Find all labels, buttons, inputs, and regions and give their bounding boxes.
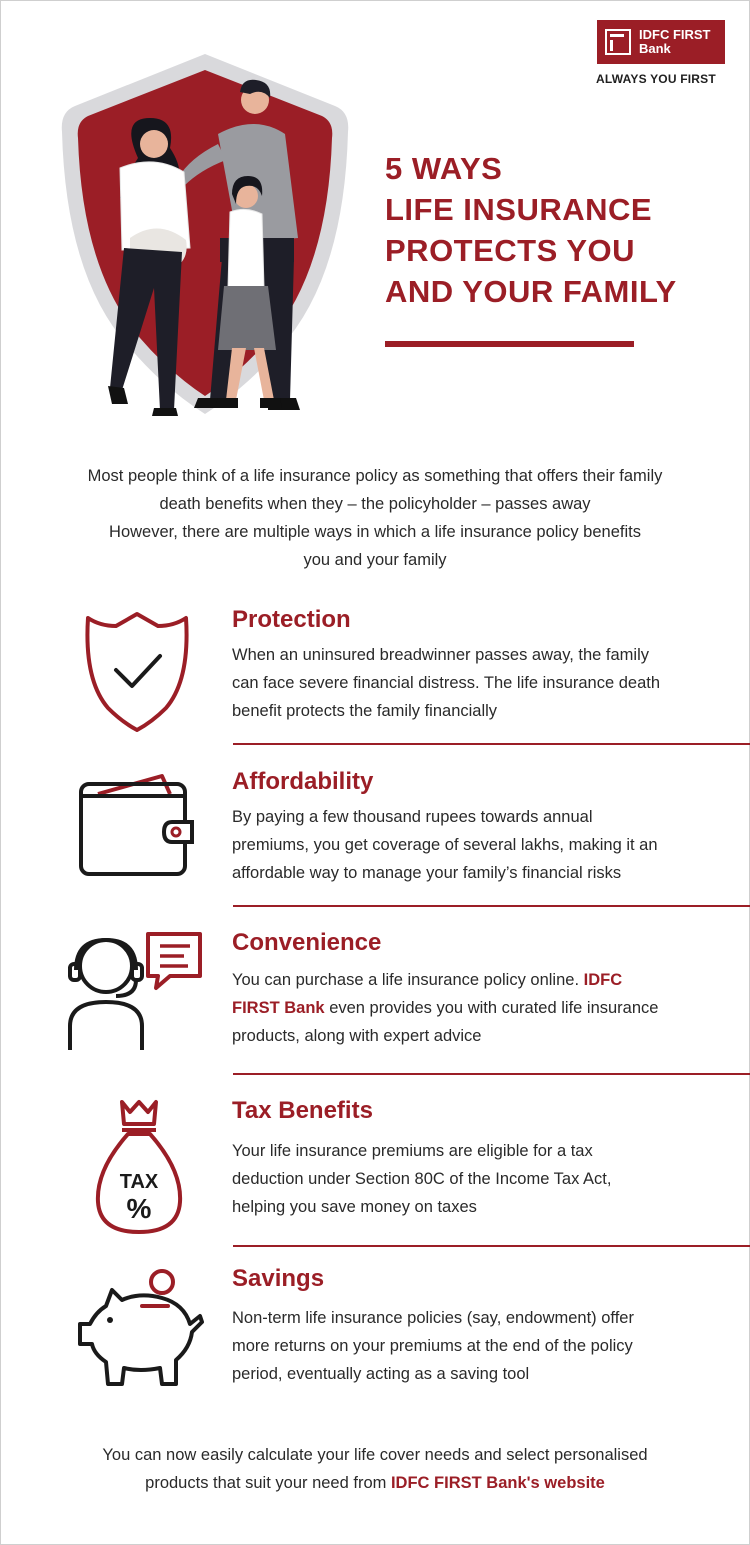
section-body-convenience [232,966,712,1050]
idfc-highlight: IDFC [583,971,623,989]
body-line: Non-term life insurance policies (say, endowment) offer [232,1309,634,1327]
body-line: deduction under Section 80C of the Income Tax Act, [232,1170,612,1188]
logo-line2: Bank [639,41,671,56]
idfc-logo[interactable] [597,20,725,64]
body-text: You can purchase a life insurance policy online. [232,971,584,989]
tax-bag-percent: % [126,1193,152,1224]
intro-line: you and your family [303,551,447,569]
title-line: AND YOUR FAMILY [385,274,677,309]
title-line: LIFE INSURANCE [385,192,653,227]
intro-line: death benefits when they – the policyholder – passes away [159,495,591,513]
wallet-icon [78,772,196,878]
idfc-website-link[interactable]: IDFC FIRST Bank's website [390,1474,605,1492]
section-divider [233,1073,750,1075]
intro-line: However, there are multiple ways in which a life insurance policy benefits [109,523,641,541]
tax-bag-icon [94,1098,184,1236]
body-line: premiums, you get coverage of several lakhs, making it an [232,836,658,854]
body-line: When an uninsured breadwinner passes away, the family [232,646,650,664]
body-line [232,994,712,1022]
section-title-tax-benefits: Tax Benefits [232,1097,373,1124]
logo-mark-icon [605,29,631,55]
section-title-savings: Savings [232,1265,325,1292]
section-body-tax-benefits [232,1137,712,1221]
piggy-bank-icon [76,1268,204,1388]
section-title-convenience: Convenience [232,929,382,956]
family-shield-illustration [50,48,370,428]
title-line: 5 WAYS [385,151,503,186]
section-title-protection: Protection [232,606,351,633]
footer-line: You can now easily calculate your life cover needs and select personalised [102,1446,648,1464]
body-line: benefit protects the family financially [232,702,498,720]
section-body-affordability [232,803,712,887]
section-divider [233,1245,750,1247]
tax-bag-label: TAX [119,1171,159,1193]
idfc-highlight: FIRST Bank [232,999,325,1017]
body-line [232,966,712,994]
footer-text-plain: products that suit your need from [145,1474,391,1492]
intro-line: Most people think of a life insurance policy as something that offers their family [87,467,663,485]
brand-tagline: ALWAYS YOU FIRST [596,72,716,86]
section-body-savings [232,1304,712,1388]
body-line: helping you save money on taxes [232,1198,477,1216]
body-line: period, eventually acting as a saving tool [232,1365,530,1383]
body-line: By paying a few thousand rupees towards annual [232,808,593,826]
intro-text [40,462,710,574]
section-divider [233,905,750,907]
support-agent-icon [66,930,204,1052]
footer-text [40,1441,710,1497]
logo-line1: IDFC FIRST [639,27,711,42]
body-line: affordable way to manage your family’s financial risks [232,864,622,882]
logo-text [639,28,711,56]
body-line: more returns on your premiums at the end of the policy [232,1337,633,1355]
section-divider [233,743,750,745]
title-underline [385,341,634,347]
page-title [385,148,725,312]
section-body-protection [232,641,712,725]
section-title-affordability: Affordability [232,768,374,795]
body-line: can face severe financial distress. The life insurance death [232,674,661,692]
body-text: even provides you with curated life insurance [324,999,659,1017]
body-line: products, along with expert advice [232,1027,482,1045]
body-line: Your life insurance premiums are eligible for a tax [232,1142,593,1160]
title-line: PROTECTS YOU [385,233,636,268]
shield-check-icon [82,610,192,734]
footer-line [40,1469,710,1497]
